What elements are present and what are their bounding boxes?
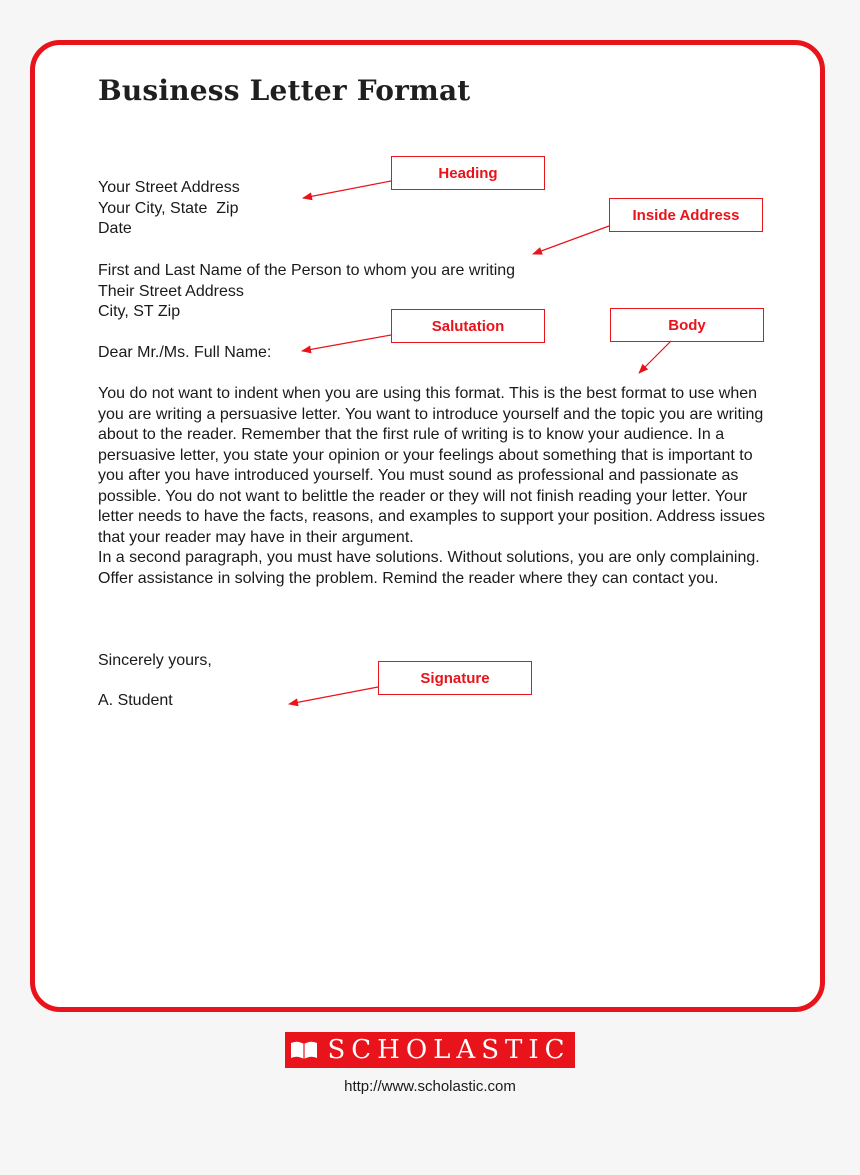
- recipient-city: City, ST Zip: [98, 303, 181, 320]
- body-paragraph-1: You do not want to indent when you are using this format. This is the best format to use when you are writing a persuasive letter. You want to introduce yourself and the topic you are writing about to the reader. Remember that the first rule of writing is to know your audience. In a persuasive letter, you state your opinion or your feelings about something that is important to you after you have introduced yourself. You must sound as professional and passionate as possible. You do not want to belittle the reader or they will not finish reading your letter. Your letter needs to have the facts, reasons, and examples to support your position. Address issues that your reader may have in their argument.: [98, 385, 766, 546]
- body-paragraph-2: In a second paragraph, you must have solutions. Without solutions, you are only complaining. Offer assistance in solving the problem. Remind the reader where they can contact you.: [98, 549, 760, 587]
- salutation-block: [98, 343, 768, 364]
- street-address: Your Street Address: [98, 179, 240, 196]
- logo-text: SCHOLASTIC: [327, 1035, 571, 1065]
- closing-text: Sincerely yours,: [98, 652, 212, 669]
- label-inside-address: Inside Address: [609, 198, 763, 232]
- body-block: [98, 384, 768, 589]
- label-body: Body: [610, 308, 764, 342]
- recipient-name: First and Last Name of the Person to whom you are writing: [98, 262, 516, 279]
- scholastic-logo: [285, 1032, 575, 1068]
- signature-text: A. Student: [98, 692, 173, 709]
- city-state-zip: Your City, State Zip: [98, 199, 239, 217]
- label-signature: Signature: [378, 661, 532, 695]
- label-heading: Heading: [391, 156, 545, 190]
- recipient-street: Their Street Address: [98, 282, 244, 300]
- salutation-text: Dear Mr./Ms. Full Name:: [98, 344, 272, 361]
- open-book-icon: [289, 1040, 319, 1060]
- label-salutation: Salutation: [391, 309, 545, 343]
- page-title: Business Letter Format: [98, 74, 471, 107]
- date-line: Date: [98, 220, 132, 237]
- footer-url[interactable]: http://www.scholastic.com: [344, 1078, 516, 1095]
